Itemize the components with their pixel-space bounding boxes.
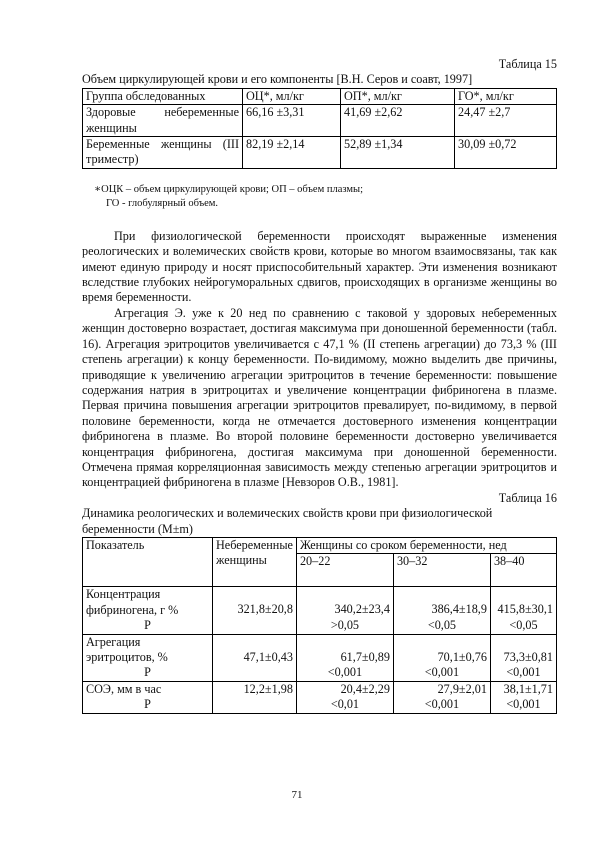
- footnote-line: ∗ОЦК – объем циркулирующей крови; ОП – объем плазмы;: [94, 183, 363, 195]
- header-cell: Небеременные женщины: [213, 537, 297, 586]
- p-value: <0,001: [506, 665, 541, 679]
- p-value: <0,001: [424, 697, 460, 712]
- table-header-row: [83, 88, 557, 104]
- table-row: [83, 105, 557, 137]
- table-cell: Беременные женщины (III триместр): [83, 137, 243, 169]
- page-number: 71: [291, 789, 303, 801]
- table-cell: [296, 681, 393, 713]
- table15-caption: Объем циркулирующей крови и его компоненты [В.Н. Серов и соавт, 1997]: [82, 72, 473, 87]
- page-content: [82, 57, 557, 714]
- row-label: [83, 681, 213, 713]
- table16: [82, 537, 557, 714]
- header-cell: 20–22: [296, 554, 393, 587]
- table-cell: 321,8±20,8: [213, 587, 297, 634]
- table-cell: 66,16 ±3,31: [243, 105, 341, 137]
- value: 27,9±2,01: [437, 681, 487, 696]
- p-value: <0,001: [506, 697, 541, 712]
- table-header-row: [83, 537, 557, 553]
- table-cell: [490, 681, 556, 713]
- value: 38,1±1,71: [503, 681, 553, 696]
- table-row: [83, 634, 557, 681]
- value: 415,8±30,1: [497, 602, 553, 617]
- table-cell: 82,19 ±2,14: [243, 137, 341, 169]
- value: 340,2±23,4: [334, 602, 390, 617]
- header-cell: ОЦ*, мл/кг: [243, 88, 341, 104]
- header-cell: ОП*, мл/кг: [341, 88, 455, 104]
- table-cell: 41,69 ±2,62: [341, 105, 455, 137]
- p-value: <0,05: [509, 617, 538, 632]
- value: 73,3±0,81: [503, 649, 553, 664]
- table-cell: [490, 634, 556, 681]
- table-row: [83, 137, 557, 169]
- footnote-line: ГО - глобулярный объем.: [106, 197, 219, 209]
- table-cell: [393, 587, 490, 634]
- value: 70,1±0,76: [437, 649, 487, 664]
- table16-label: Таблица 16: [498, 490, 557, 505]
- header-cell: ГО*, мл/кг: [455, 88, 557, 104]
- table-row: [83, 681, 557, 713]
- table15-footnote: [94, 183, 557, 211]
- value: 386,4±18,9: [431, 602, 487, 617]
- p-value: <0,05: [427, 617, 457, 632]
- row-name: Агрегация эритроцитов, %: [86, 634, 168, 664]
- p-value: <0,01: [330, 697, 360, 712]
- p-label: P: [144, 618, 151, 633]
- table-cell: 24,47 ±2,7: [455, 105, 557, 137]
- p-label: P: [144, 697, 151, 712]
- value: 61,7±0,89: [340, 649, 390, 664]
- p-value: >0,05: [330, 617, 360, 632]
- header-cell: Женщины со сроком беременности, нед: [296, 537, 556, 553]
- header-cell: Показатель: [83, 537, 213, 586]
- row-name: СОЭ, мм в час: [86, 681, 162, 696]
- table-row: [83, 587, 557, 634]
- table15-label: Таблица 15: [498, 57, 557, 71]
- p-label: P: [144, 665, 151, 680]
- header-cell: 38–40: [490, 554, 556, 587]
- header-cell: 30–32: [393, 554, 490, 587]
- table16-caption: Динамика реологических и волемических свойств крови при физиологической беременности (M±m): [82, 506, 493, 536]
- table15: [82, 88, 557, 169]
- header-cell: Группа обследованных: [83, 88, 243, 104]
- paragraph: При физиологической беременности происходят выраженные изменения реологических и волемических свойств крови, которые во многом взаимосвязаны, так как имеют единую природу и носят приспособительный характер. Эти изменения возникают вследствие глубоких нейрогуморальных сдвигов, происходящих в организме женщины во время беременности.: [82, 228, 557, 305]
- table-cell: [393, 681, 490, 713]
- row-label: [83, 587, 213, 634]
- table-cell: 12,2±1,98: [213, 681, 297, 713]
- table-cell: 52,89 ±1,34: [341, 137, 455, 169]
- table-cell: [490, 587, 556, 634]
- paragraph: Агрегация Э. уже к 20 нед по сравнению с таковой у здоровых небеременных женщин достоверно возрастает, достигая максимума при доношенной беременности (табл. 16). Агрегация эритроцитов увеличивается с 47,1 % (II степень агрегации) до 73,3 % (III степень агрегации) к концу беременности. По-видимому, можно выделить две причины, приводящие к увеличению агрегации эритроцитов в течение беременности: повышение содержания натрия в эритроцитах и увеличение концентрации фибриногена в плазме. Первая причина повышения агрегации эритроцитов превалирует, по-видимому, в первой половине беременности, когда не отмечается достоверного изменения концентрации фибриногена в плазме. Во второй половине беременности достоверно увеличивается концентрация фибриногена, достигая максимума при доношенной беременности. Отмечена прямая корреляционная зависимость между степенью агрегации эритроцитов и концентрацией фибриногена в плазме [Невзоров О.В., 1981].: [82, 305, 557, 490]
- table-cell: 30,09 ±0,72: [455, 137, 557, 169]
- table-cell: 47,1±0,43: [213, 634, 297, 681]
- p-value: <0,001: [424, 665, 460, 679]
- row-name: Концентрация фибриногена, г %: [86, 587, 179, 617]
- value: 20,4±2,29: [340, 681, 390, 696]
- table-cell: [296, 634, 393, 681]
- p-value: <0,001: [327, 665, 363, 679]
- table-cell: [296, 587, 393, 634]
- row-label: [83, 634, 213, 681]
- table-cell: Здоровые небеременные женщины: [83, 105, 243, 137]
- table-cell: [393, 634, 490, 681]
